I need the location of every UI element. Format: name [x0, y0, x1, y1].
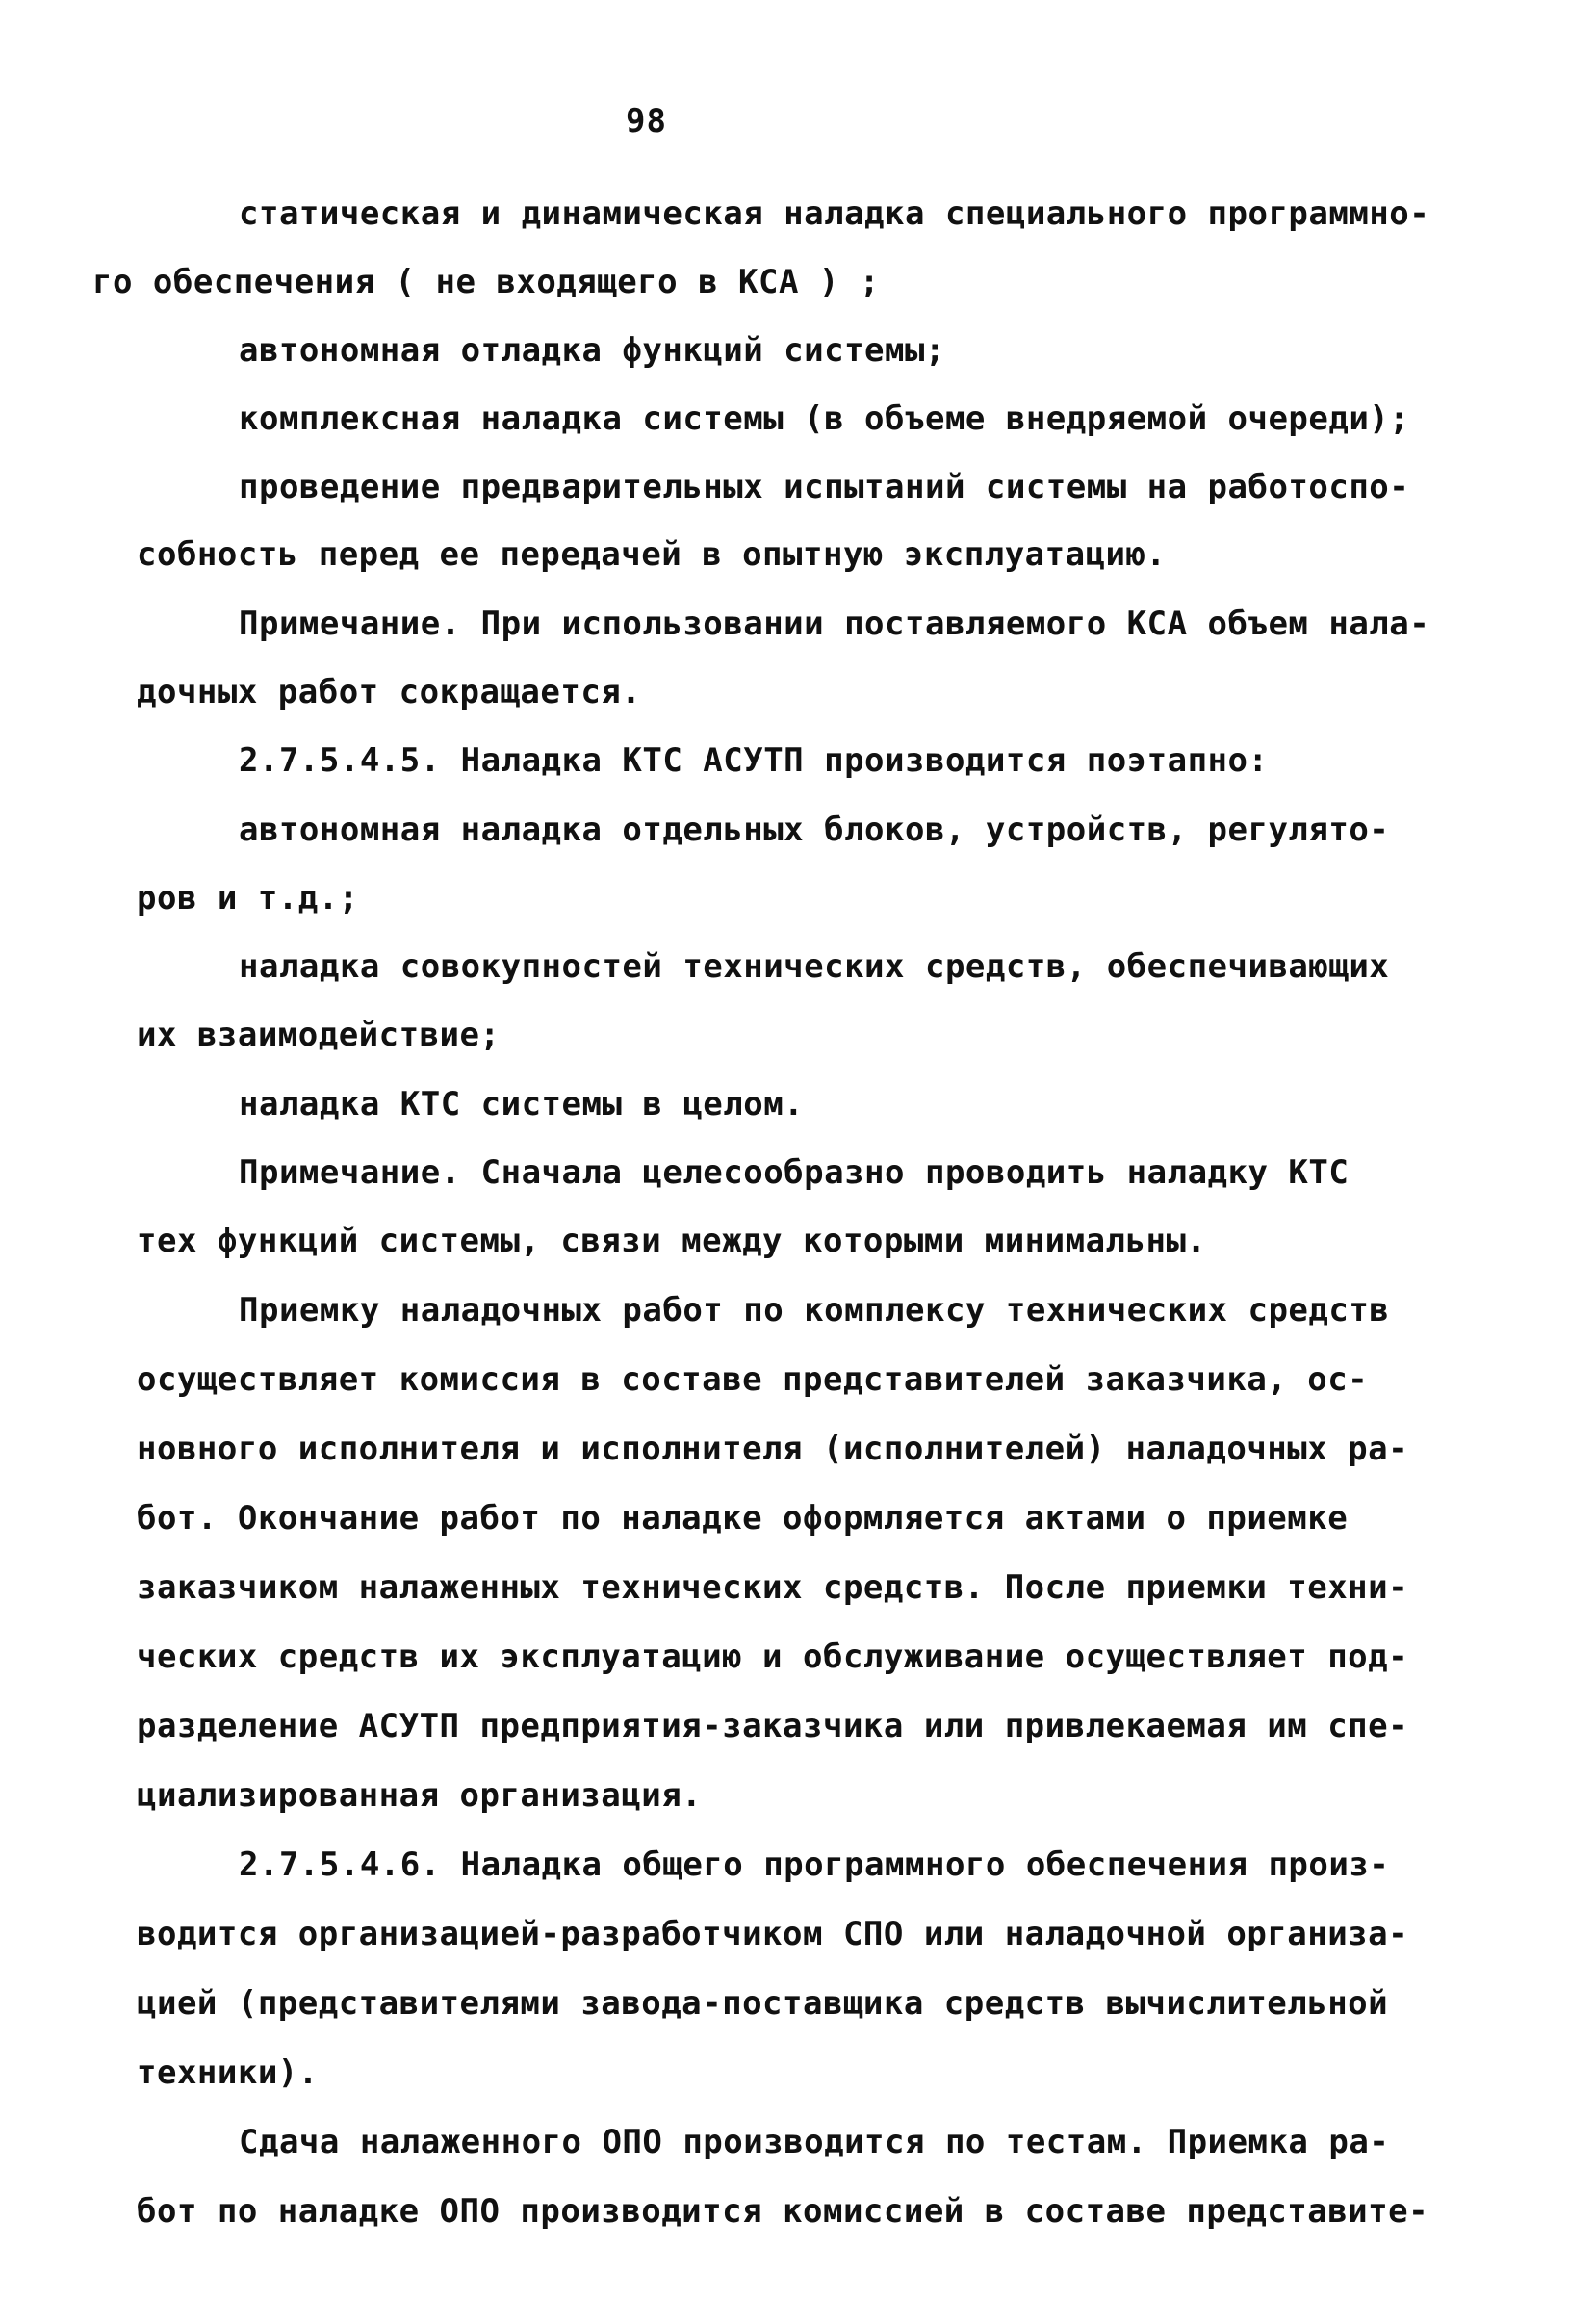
text-line: наладка КТС системы в целом.: [239, 1085, 805, 1123]
text-line: ров и т.д.;: [137, 879, 359, 917]
text-line: дочных работ сокращается.: [137, 673, 642, 711]
text-line: Приемку наладочных работ по комплексу технических средств: [239, 1291, 1390, 1330]
page-number: 98: [626, 102, 667, 141]
text-line: тех функций системы, связи между которыми минимальны.: [137, 1222, 1207, 1260]
text-line: автономная наладка отдельных блоков, устройств, регулято-: [239, 811, 1390, 849]
text-line: заказчиком налаженных технических средств. После приемки техни-: [137, 1568, 1409, 1607]
text-line: техники).: [137, 2053, 319, 2092]
text-line: ческих средств их эксплуатацию и обслуживание осуществляет под-: [137, 1638, 1409, 1676]
text-line: Примечание. При использовании поставляемого КСА объем нала-: [239, 605, 1430, 643]
text-line: 2.7.5.4.6. Наладка общего программного обеспечения произ-: [239, 1846, 1390, 1884]
text-line: новного исполнителя и исполнителя (исполнителей) наладочных ра-: [137, 1430, 1409, 1468]
text-line: статическая и динамическая наладка специального программно-: [239, 194, 1430, 233]
text-line: водится организацией-разработчиком СПО или наладочной организа-: [137, 1915, 1409, 1953]
text-line: собность перед ее передачей в опытную эксплуатацию.: [137, 535, 1167, 574]
text-line: комплексная наладка системы (в объеме внедряемой очереди);: [239, 400, 1410, 438]
text-line: разделение АСУТП предприятия-заказчика или привлекаемая им спе-: [137, 1707, 1409, 1745]
text-line: автономная отладка функций системы;: [239, 331, 945, 370]
text-line: Примечание. Сначала целесообразно проводить наладку КТС: [239, 1153, 1350, 1192]
text-line: проведение предварительных испытаний системы на работоспо-: [239, 468, 1410, 506]
text-line: наладка совокупностей технических средств, обеспечивающих: [239, 947, 1390, 986]
text-line: го обеспечения ( не входящего в КСА ) ;: [92, 263, 880, 301]
text-line: циализированная организация.: [137, 1776, 703, 1815]
text-line: бот. Окончание работ по наладке оформляется актами о приемке: [137, 1499, 1349, 1537]
text-line: Сдача налаженного ОПО производится по тестам. Приемка ра-: [239, 2123, 1390, 2161]
text-line: осуществляет комиссия в составе представителей заказчика, ос-: [137, 1360, 1369, 1399]
text-line: бот по наладке ОПО производится комиссией в составе представите-: [137, 2192, 1429, 2231]
text-line: цией (представителями завода-поставщика средств вычислительной: [137, 1984, 1389, 2023]
text-line: 2.7.5.4.5. Наладка КТС АСУТП производится поэтапно:: [239, 741, 1269, 780]
text-line: их взаимодействие;: [137, 1016, 501, 1054]
